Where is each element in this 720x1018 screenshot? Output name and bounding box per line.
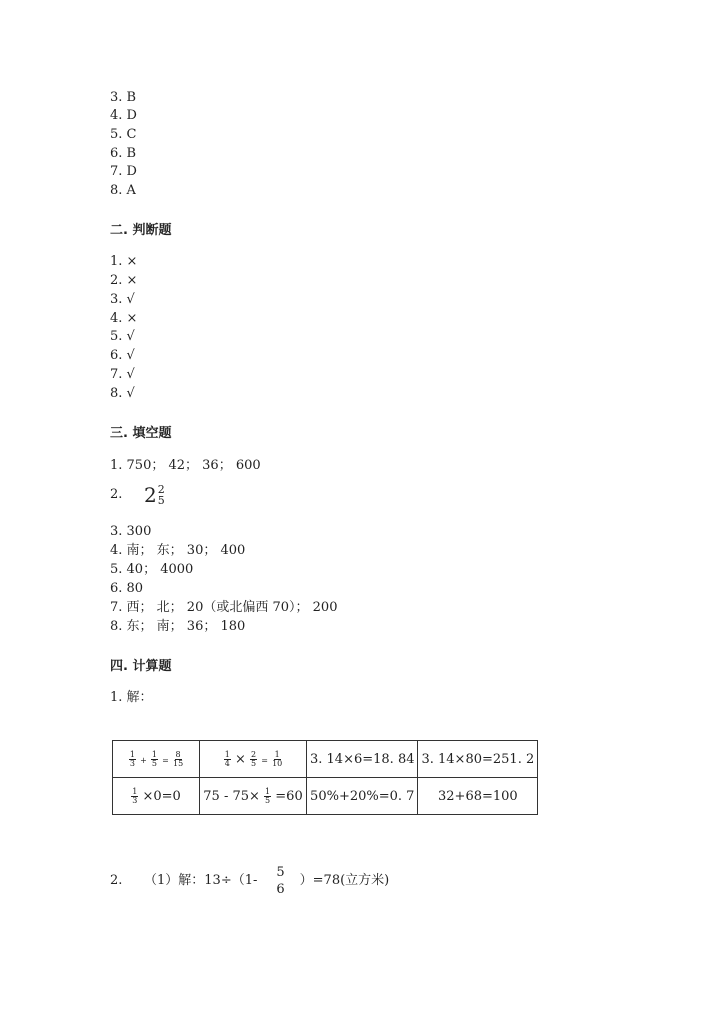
choice-answer: 8. A	[110, 183, 136, 198]
fill-answer-mixed	[110, 484, 166, 506]
table-row	[113, 778, 538, 815]
judge-answer: 4. ×	[110, 311, 138, 326]
mixed-whole: 2	[144, 483, 157, 507]
table-cell: 3. 14×80=251. 2	[418, 741, 538, 778]
judge-answer: 2. ×	[110, 273, 138, 288]
calc-q2	[110, 866, 389, 896]
fill-answer: 7. 西； 北； 20（或北偏西 70）； 200	[110, 600, 338, 615]
mixed-fraction	[157, 484, 166, 506]
table-cell: 75 - 75× $\frac{1}{5}$ =60	[200, 778, 307, 815]
judge-answer: 3. √	[110, 292, 135, 307]
judge-answer: 6. √	[110, 348, 135, 363]
denominator: 6	[276, 882, 285, 897]
fill-answer: 3. 300	[110, 524, 152, 539]
fraction: $\frac{2}{5}$	[251, 749, 257, 768]
table-cell: 32+68=100	[418, 778, 538, 815]
fraction: $\frac{1}{10}$	[272, 749, 283, 768]
table-cell: 3. 14×6=18. 84	[307, 741, 418, 778]
calc-table	[112, 740, 538, 815]
fill-answer: 5. 40； 4000	[110, 562, 194, 577]
section-heading-calc: 四. 计算题	[110, 659, 172, 674]
table-cell: $\frac{1}{4}$ × $\frac{2}{5}$ = $\frac{1}{10}$	[200, 741, 307, 778]
q2-expression-start: （1）解：13÷（1-	[144, 873, 258, 888]
choice-answer: 6. B	[110, 146, 137, 161]
fraction: $\frac{8}{15}$	[172, 749, 184, 768]
fraction: $\frac{1}{5}$	[265, 786, 271, 805]
section-heading-judge: 二. 判断题	[110, 223, 172, 238]
fraction: $\frac{1}{5}$	[151, 749, 157, 768]
fill-answer: 1. 750； 42； 36； 600	[110, 458, 261, 473]
table-cell: $\frac{1}{3}$ ×0=0	[113, 778, 200, 815]
fraction	[275, 866, 285, 896]
fraction: $\frac{1}{3}$	[132, 786, 138, 805]
calc-q1-label: 1. 解：	[110, 690, 153, 705]
judge-answer: 5. √	[110, 329, 135, 344]
judge-answer: 1. ×	[110, 254, 138, 269]
fill-answer: 4. 南； 东； 30； 400	[110, 543, 246, 558]
numerator: 5	[276, 865, 285, 880]
item-label: 2.	[110, 873, 123, 888]
choice-answer: 4. D	[110, 108, 137, 123]
table-cell: 50%+20%=0. 7	[307, 778, 418, 815]
denominator: 5	[157, 494, 165, 507]
choice-answer: 3. B	[110, 90, 137, 105]
section-heading-fill: 三. 填空题	[110, 426, 172, 441]
item-label: 2.	[110, 487, 123, 502]
fraction: $\frac{1}{3}$	[129, 749, 135, 768]
numerator: 2	[157, 483, 165, 496]
fill-answer: 6. 80	[110, 581, 144, 596]
fill-answer: 8. 东； 南； 36； 180	[110, 619, 246, 634]
fraction: $\frac{1}{4}$	[224, 749, 230, 768]
judge-answer: 8. √	[110, 386, 135, 401]
q2-expression-end: ）=78(立方米)	[299, 873, 390, 888]
table-row	[113, 741, 538, 778]
table-cell: $\frac{1}{3}$ + $\frac{1}{5}$ = $\frac{8}{15}$	[113, 741, 200, 778]
judge-answer: 7. √	[110, 367, 135, 382]
choice-answer: 5. C	[110, 127, 137, 142]
choice-answer: 7. D	[110, 164, 137, 179]
